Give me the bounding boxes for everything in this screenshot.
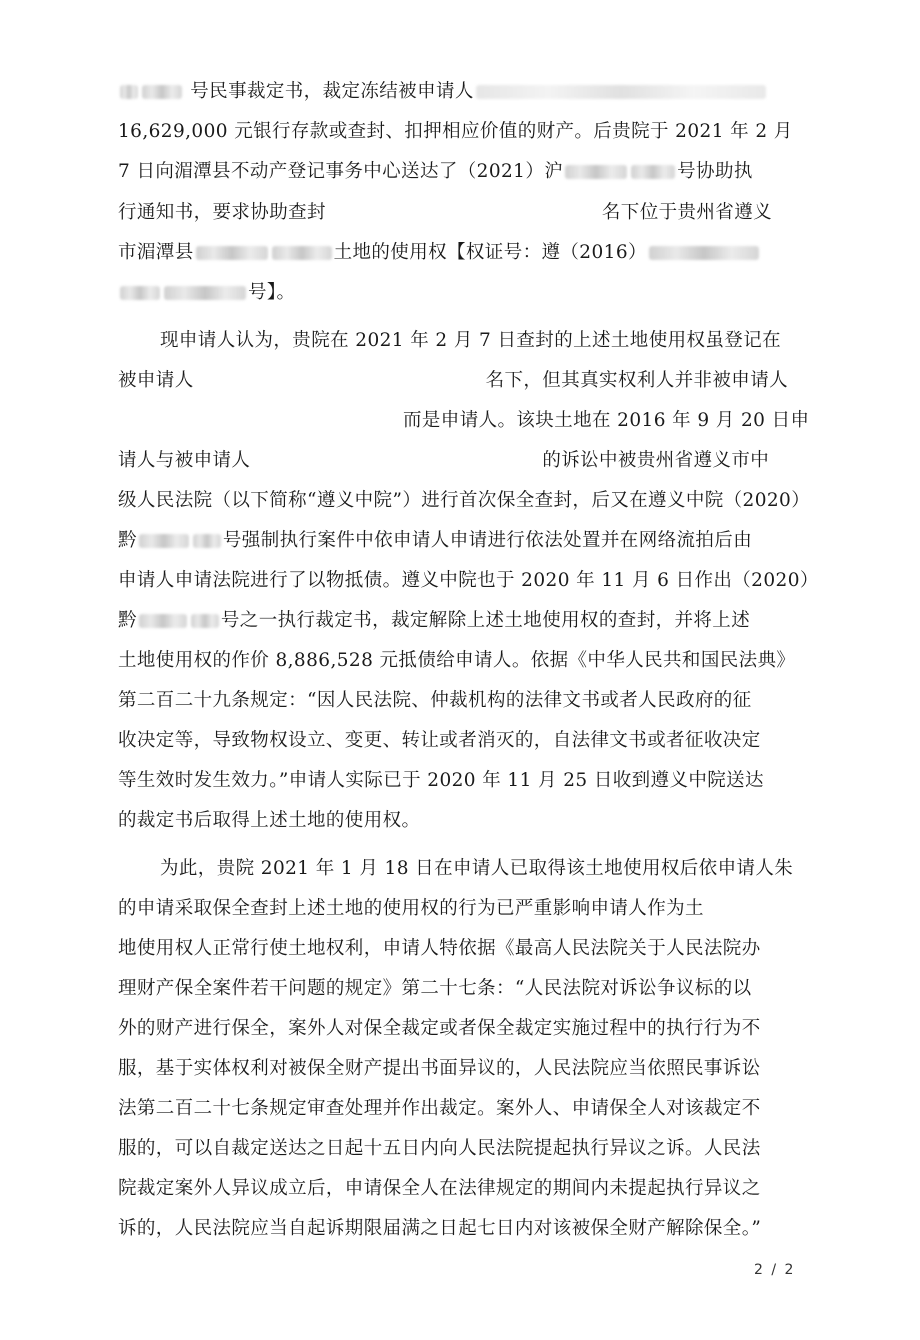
text-line xyxy=(118,975,808,1003)
redaction xyxy=(196,246,268,260)
page-number: 2 / 2 xyxy=(754,1262,796,1278)
redaction xyxy=(142,85,182,99)
text-line xyxy=(118,1215,808,1243)
line-text: 理财产保全案件若干问题的规定》第二十七条：“人民法院对诉讼争议标的以 xyxy=(118,978,752,999)
line-text: 申请人申请法院进行了以物抵债。遵义中院也于 2020 年 11 月 6 日作出（2020） xyxy=(118,570,819,591)
text-line xyxy=(118,118,808,146)
text-line xyxy=(118,1095,808,1123)
line-text: 号强制执行案件中依申请人申请进行依法处置并在网络流拍后由 xyxy=(222,530,753,551)
text-line xyxy=(118,487,811,515)
line-text: 外的财产进行保全，案外人对保全裁定或者保全裁定实施过程中的执行行为不 xyxy=(118,1018,761,1039)
text-line xyxy=(118,1175,808,1203)
line-text: 号】。 xyxy=(248,282,296,303)
text-line xyxy=(118,895,808,923)
redaction xyxy=(649,246,759,260)
line-text: 服，基于实体权利对被保全财产提出书面异议的，人民法院应当依照民事诉讼 xyxy=(118,1058,761,1079)
redaction xyxy=(193,534,221,548)
redaction xyxy=(565,165,627,179)
text-line xyxy=(118,239,808,267)
text-line xyxy=(118,447,808,475)
paragraph-first-line xyxy=(160,327,850,355)
line-text: 等生效时发生效力。”申请人实际已于 2020 年 11 月 25 日收到遵义中院送达 xyxy=(118,770,764,791)
line-text: 名下位于贵州省遵义 xyxy=(601,202,773,223)
text-line xyxy=(118,158,808,186)
redaction xyxy=(272,246,332,260)
line-text: 院裁定案外人异议成立后，申请保全人在法律规定的期间内未提起执行异议之 xyxy=(118,1178,761,1199)
redaction xyxy=(631,165,675,179)
line-text: 级人民法院（以下简称“遵义中院”）进行首次保全查封，后又在遵义中院（2020） xyxy=(118,490,811,511)
paragraph-first-line xyxy=(160,855,850,883)
text-line xyxy=(118,607,808,635)
text-line xyxy=(118,687,808,715)
text-line xyxy=(118,935,808,963)
redaction xyxy=(164,286,246,300)
text-line xyxy=(118,767,808,795)
text-line xyxy=(118,727,808,755)
text-line xyxy=(118,367,808,395)
line-text: 第二百二十九条规定：“因人民法院、仲裁机构的法律文书或者人民政府的征 xyxy=(118,690,752,711)
line-text: 收决定等，导致物权设立、变更、转让或者消灭的，自法律文书或者征收决定 xyxy=(118,730,761,751)
text-line xyxy=(118,567,819,595)
line-text: 法第二百二十七条规定审查处理并作出裁定。案外人、申请保全人对该裁定不 xyxy=(118,1098,761,1119)
line-text: 黔 xyxy=(118,530,137,551)
text-line xyxy=(118,199,808,227)
text-line xyxy=(118,647,808,675)
text-line xyxy=(118,1135,808,1163)
line-text: 号民事裁定书，裁定冻结被申请人 xyxy=(190,81,474,102)
line-text: 16,629,000 元银行存款或查封、扣押相应价值的财产。后贵院于 2021 年 2 月 xyxy=(118,121,793,142)
line-text: 行通知书，要求协助查封 xyxy=(118,202,326,223)
line-text: 而是申请人。该块土地在 2016 年 9 月 20 日申 xyxy=(403,410,810,431)
line-text: 诉的，人民法院应当自起诉期限届满之日起七日内对该被保全财产解除保全。” xyxy=(118,1218,762,1239)
line-text: 请人与被申请人 xyxy=(118,450,251,471)
line-text: 的裁定书后取得上述土地的使用权。 xyxy=(118,810,421,831)
line-text: 现申请人认为，贵院在 2021 年 2 月 7 日查封的上述土地使用权虽登记在 xyxy=(160,330,782,351)
line-text: 名下，但其真实权利人并非被申请人 xyxy=(485,370,789,391)
line-text: 号之一执行裁定书，裁定解除上述土地使用权的查封，并将上述 xyxy=(220,610,751,631)
line-text: 土地的使用权【权证号：遵（2016） xyxy=(333,242,647,263)
line-text: 被申请人 xyxy=(118,370,194,391)
line-text: 的诉讼中被贵州省遵义市中 xyxy=(542,450,770,471)
line-text: 7 日向湄潭县不动产登记事务中心送达了（2021）沪 xyxy=(118,161,564,182)
text-line xyxy=(118,807,808,835)
line-text: 号协助执 xyxy=(677,161,753,182)
redaction xyxy=(139,534,189,548)
text-line xyxy=(118,407,808,435)
text-line xyxy=(118,527,808,555)
redaction xyxy=(139,614,187,628)
text-line xyxy=(118,1015,808,1043)
line-text: 为此，贵院 2021 年 1 月 18 日在申请人已取得该土地使用权后依申请人朱 xyxy=(160,858,794,879)
text-line xyxy=(118,1055,808,1083)
redaction xyxy=(120,85,138,99)
text-line xyxy=(118,78,808,106)
redaction xyxy=(120,286,160,300)
redaction xyxy=(476,85,766,99)
line-text: 地使用权人正常行使土地权利，申请人特依据《最高人民法院关于人民法院办 xyxy=(118,938,761,959)
line-text: 黔 xyxy=(118,610,137,631)
redaction xyxy=(191,614,219,628)
line-text: 市湄潭县 xyxy=(118,242,194,263)
line-text: 的申请采取保全查封上述土地的使用权的行为已严重影响申请人作为土 xyxy=(118,898,704,919)
text-line xyxy=(118,279,808,307)
line-text: 服的，可以自裁定送达之日起十五日内向人民法院提起执行异议之诉。人民法 xyxy=(118,1138,761,1159)
line-text: 土地使用权的作价 8,886,528 元抵债给申请人。依据《中华人民共和国民法典》 xyxy=(118,650,796,671)
